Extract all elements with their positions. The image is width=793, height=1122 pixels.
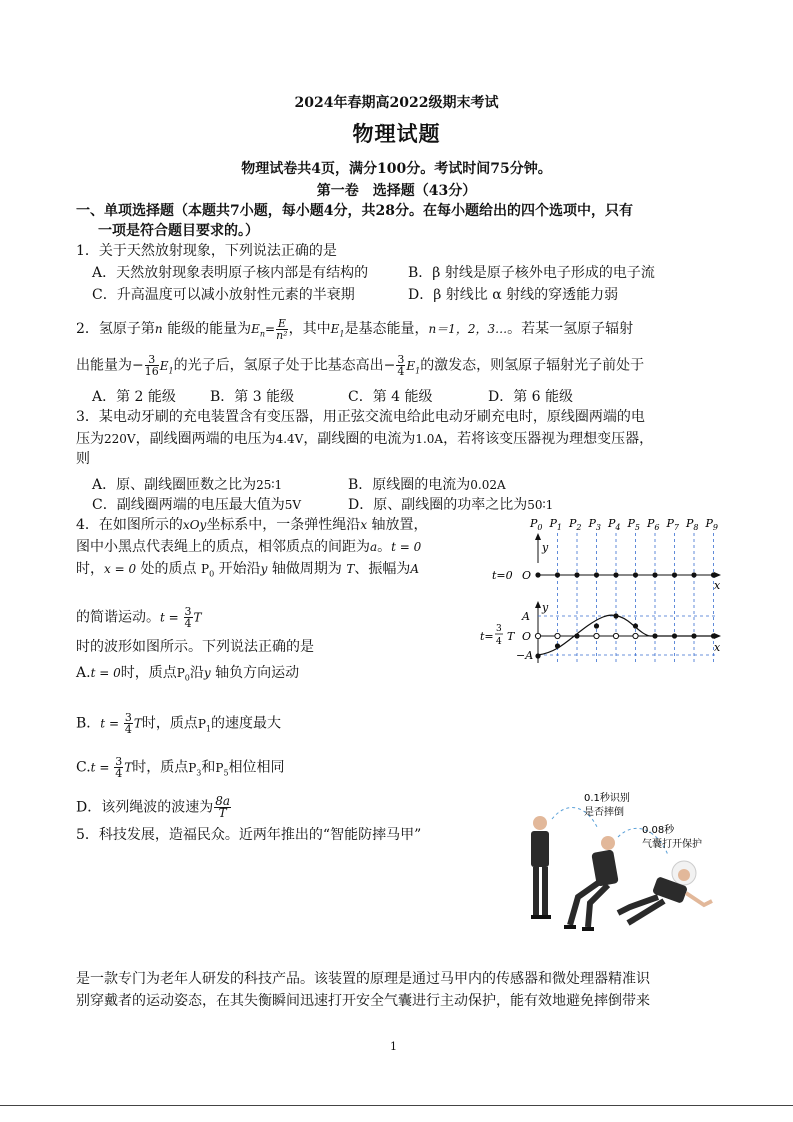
q4-option-c: C.t = $\frac{3}{4}$ T时，质点$P_3$和$P_5$相位相同 (76, 755, 285, 780)
q4-xoy: xOy (182, 518, 207, 532)
q4-l2-a: 图中小黑点代表绳上的质点，相邻质点的间距为 (76, 539, 370, 555)
top-dot-2 (574, 572, 579, 577)
q3-v2: 4.4V (275, 432, 304, 446)
q4-a-t0: t = 0 (90, 666, 121, 680)
standing-man-figure (531, 816, 551, 919)
q4-line2 (76, 538, 421, 556)
q2-option-d: D．第 6 能级 (488, 389, 574, 405)
q2-l2-e1b: E (406, 358, 416, 373)
equilibrium-dot-3 (594, 633, 599, 638)
q4-option-a: A.t = 0时，质点$P_0$沿y 轴负方向运动 (76, 665, 300, 683)
top-dot-8 (691, 572, 696, 577)
q4-l3-c: 开始沿 (214, 561, 261, 577)
point-label-p7: $P_7$ (666, 517, 679, 532)
top-dot-0 (535, 572, 540, 577)
label-detect-l2: 是否摔倒 (584, 807, 624, 818)
q4-l3-a: 时， (76, 561, 104, 577)
q4-p0-sym: P (201, 562, 210, 576)
bottom-frac-den: 4 (496, 637, 502, 647)
q3-option-d (348, 494, 553, 514)
q5-line1: 5．科技发展，造福民众。近两年推出的“智能防摔马甲” (76, 827, 422, 843)
top-dot-7 (672, 572, 677, 577)
q4-d-pre: D．该列绳波的波速为 (76, 799, 214, 816)
q3-l2-c: ，副线圈的电流为 (303, 431, 416, 447)
q4-c-p3: P (188, 760, 197, 775)
q4-option-b: B．t = $\frac{3}{4}$ T时，质点$P_1$的速度最大 (76, 711, 281, 736)
q4-b-p1: P (197, 716, 206, 731)
bottom-dot-7 (672, 633, 677, 638)
point-label-p0: $P_0$ (530, 517, 543, 532)
bottom-dot-8 (691, 633, 696, 638)
q1-stem: 1．关于天然放射现象，下列说法正确的是 (76, 243, 337, 259)
q4-T: T (346, 562, 355, 576)
q4-l4-frac-den: 4 (184, 617, 192, 630)
q4-a-p0: P (176, 666, 185, 680)
q3-line3: 则 (76, 451, 90, 467)
q2-text-3: ，其中 (288, 321, 331, 337)
q3-c-text: C．副线圈两端的电压最大值为 (92, 497, 285, 513)
q4-a-y: y (203, 666, 211, 680)
top-dot-4 (613, 572, 618, 577)
q3-line1: 3．某电动牙刷的充电装置含有变压器，用正弦交流电给此电动牙刷充电时，原线圈两端的电 (76, 409, 645, 425)
q3-option-b (348, 474, 506, 494)
top-y-arrow (535, 533, 541, 540)
q4-t0: t = 0 (391, 540, 422, 554)
point-label-p6: $P_6$ (647, 517, 660, 532)
protected-man-figure (618, 861, 712, 923)
q2-text-2: 能级的能量为 (162, 321, 252, 337)
point-label-p8: $P_8$ (686, 517, 699, 532)
q4-a-mid: 时，质点 (120, 665, 177, 681)
q4-c-p5: P (215, 760, 224, 775)
q3-b-text: B．原线圈的电流为 (348, 477, 471, 493)
q4-b-frac-den: 4 (124, 723, 132, 736)
q1-option-a: A．天然放射现象表明原子核内部是有结构的 (92, 265, 369, 281)
point-label-p3: $P_3$ (588, 517, 601, 532)
q4-b-eq: = (105, 716, 123, 731)
top-dot-3 (594, 572, 599, 577)
q4-line4 (76, 606, 202, 629)
q4-c-t: t (90, 760, 96, 775)
bottom-dot-9 (711, 633, 716, 638)
q2-line2 (76, 354, 644, 380)
wave-curve (538, 615, 718, 655)
q4-c-T: T (124, 760, 133, 775)
neg-amp-label: −A (516, 649, 534, 662)
q4-b-T: T (133, 716, 142, 731)
q2-e1-sym: E (330, 322, 340, 336)
q4-c-pre: C. (76, 759, 91, 776)
label-airbag-l1: 0.08秒 (642, 825, 675, 836)
bottom-origin-label: O (522, 630, 532, 643)
q3-c-val: 5V (284, 498, 302, 512)
section-heading-line2: 一项是符合题目要求的。） (98, 223, 259, 239)
amp-label: A (522, 610, 530, 623)
equilibrium-dot-0 (535, 633, 540, 638)
q4-a-end: 轴负方向运动 (210, 665, 300, 681)
q2-frac2-num: 3 (397, 353, 405, 366)
q2-formula: $E_n=$ $\frac{E}{\text{n²}}$ (251, 317, 288, 342)
q4-line5: 时的波形如图所示。下列说法正确的是 (76, 639, 314, 655)
q4-b-t: t (100, 716, 106, 731)
q4-b-post: 时，质点 (141, 715, 198, 732)
q4-p0: $P_0$ (201, 562, 215, 579)
q4-option-d (76, 796, 232, 819)
q3-l2-d: ，若将该变压器视为理想变压器， (443, 431, 654, 447)
q4-x: x (360, 518, 368, 532)
q3-option-a (92, 474, 282, 494)
bottom-dot-5 (633, 623, 638, 628)
q3-d-text: D．原、副线圈的功率之比为 (348, 497, 528, 513)
point-label-p2: $P_2$ (569, 517, 582, 532)
subject-title: 物理试题 (352, 121, 441, 146)
point-label-p9: $P_9$ (705, 517, 718, 532)
q4-l1-c: 轴放置， (367, 517, 428, 533)
q2-text-5: 。若某一氢原子辐射 (507, 321, 634, 337)
q2-l2-text-b: 的光子后，氢原子处于比基态高出 (173, 357, 384, 374)
page-number: 1 (390, 1040, 397, 1053)
q4-l4-t: t (160, 610, 165, 625)
bottom-time-T: T (507, 630, 515, 643)
bottom-x-label: x (714, 641, 721, 654)
q2-minus1: − (132, 357, 144, 374)
bottom-dot-4 (613, 613, 618, 618)
top-dot-5 (633, 572, 638, 577)
q4-line1 (76, 516, 428, 534)
q4-c-frac-den: 4 (115, 767, 123, 780)
q4-l3-d: 轴做周期为 (267, 561, 347, 577)
label-airbag-l2: 气囊打开保护 (642, 839, 702, 850)
bottom-frac-num: 3 (496, 624, 502, 634)
q2-formula-num: E (277, 317, 286, 330)
bottom-time-label: t= (480, 630, 494, 643)
q4-d-den: T (218, 806, 227, 820)
q4-a: a (370, 540, 378, 554)
section-heading-line1: 一、单项选择题（本题共7小题，每小题4分，共28分。在每小题给出的四个选项中，只有 (76, 203, 633, 219)
q3-l2-b: ，副线圈两端的电压为 (135, 431, 276, 447)
q4-l2-b: 。 (377, 539, 392, 555)
q4-a-pre: A. (76, 665, 91, 681)
bottom-dot-3 (594, 623, 599, 628)
q3-a-val: 25∶1 (256, 478, 283, 492)
q4-b-end: 的速度最大 (211, 715, 281, 732)
q5-line3: 别穿戴者的运动姿态，在其失衡瞬间迅速打开安全气囊进行主动保护，能有效地避免摔倒带来 (76, 993, 650, 1009)
q2-frac1-num: 3 (145, 354, 159, 366)
label-detect-l1: 0.1秒识别 (584, 793, 630, 804)
q1-option-d: D．β 射线比 α 射线的穿透能力弱 (408, 287, 619, 303)
q2-l2-text-a: 出能量为 (76, 357, 132, 374)
q4-l4-a: 的简谐运动。 (76, 609, 160, 626)
equilibrium-dot-4 (613, 633, 618, 638)
equilibrium-dot-5 (633, 633, 638, 638)
q4-b-pre: B． (76, 715, 101, 732)
q4-c-mid: 和 (201, 759, 216, 776)
q4-l3-b: 处的质点 (136, 561, 201, 577)
q4-l3-e: 、振幅为 (354, 561, 411, 577)
q3-option-c (92, 494, 301, 514)
top-dot-9 (711, 572, 716, 577)
equilibrium-dot-1 (555, 633, 560, 638)
q2-formula-e: E (251, 322, 260, 336)
exam-info: 物理试卷共4页，满分100分。考试时间75分钟。 (241, 161, 552, 177)
exam-title: 2024年春期高2022级期末考试 (294, 95, 499, 111)
dashed-gridlines (558, 533, 714, 663)
q4-l4-T: T (193, 610, 202, 625)
q4-line3 (76, 560, 419, 583)
bottom-dot-6 (652, 633, 657, 638)
q3-l2-a: 压为 (76, 431, 104, 447)
q4-A: A (410, 562, 419, 576)
q4-y: y (260, 562, 268, 576)
q4-a-post: 沿 (189, 665, 204, 681)
vest-illustration (518, 785, 728, 950)
q2-text-1: 2．氢原子第 (76, 321, 155, 337)
point-label-p5: $P_5$ (627, 517, 640, 532)
top-dot-1 (555, 572, 560, 577)
q4-l4-eq: = (164, 610, 183, 625)
q1-option-b: B．β 射线是原子核外电子形成的电子流 (408, 265, 655, 281)
q2-option-b: B．第 3 能级 (210, 389, 295, 405)
wave-figure (478, 513, 728, 683)
bottom-dot-1 (555, 643, 560, 648)
q2-l2-e1-sub: 1 (168, 365, 174, 375)
q4-d-num: 8a (215, 794, 231, 808)
q1-option-c: C．升高温度可以减小放射性元素的半衰期 (92, 287, 355, 303)
q2-frac2-den: 4 (397, 365, 405, 378)
q2-n: n (154, 322, 163, 336)
top-dot-6 (652, 572, 657, 577)
q4-x0: x = 0 (104, 562, 137, 576)
top-origin-label: O (522, 569, 532, 582)
q2-frac1-den: 16 (144, 365, 159, 378)
q3-a-text: A．原、副线圈匝数之比为 (92, 477, 257, 493)
top-time-label: t=0 (492, 569, 513, 582)
bottom-dot-2 (574, 633, 579, 638)
q2-l2-e1: E (159, 358, 169, 373)
q3-v1: 220V (104, 432, 136, 446)
bottom-dot-0 (535, 653, 540, 658)
point-label-p1: $P_1$ (549, 517, 562, 532)
q4-c-eq: = (95, 760, 114, 775)
top-y-label: y (542, 541, 549, 554)
q2-nvals: n＝1，2，3… (428, 322, 508, 336)
q2-minus2: − (383, 357, 396, 374)
page-bottom-rule (0, 1105, 793, 1106)
q4-c-post: 时，质点 (132, 759, 189, 776)
q4-c-frac-num: 3 (115, 755, 123, 768)
part-title: 第一卷 选择题（43分） (316, 183, 477, 199)
q2-text-4: 是基态能量， (344, 321, 429, 337)
falling-man-figure (564, 836, 619, 931)
q4-l1-b: 坐标系中，一条弹性绳沿 (206, 517, 361, 533)
top-x-label: x (714, 579, 721, 592)
q2-e1 (330, 322, 345, 339)
q4-l1-a: 4．在如图所示的 (76, 517, 183, 533)
q4-l4-frac-num: 3 (184, 605, 192, 618)
q2-l2-text-c: 的激发态，则氢原子辐射光子前处于 (420, 357, 645, 374)
q2-l2-e1b-sub: 1 (415, 365, 421, 375)
q3-line2 (76, 430, 653, 448)
q4-b-frac-num: 3 (124, 711, 132, 724)
q2-e1-sub: 1 (339, 329, 345, 339)
point-labels (529, 517, 718, 532)
q5-line2: 是一款专门为老年人研发的科技产品。该装置的原理是通过马甲内的传感器和微处理器精准识 (76, 971, 650, 987)
q2-line1 (76, 318, 633, 343)
q2-option-c: C．第 4 能级 (348, 389, 433, 405)
q4-c-end: 相位相同 (228, 759, 285, 776)
point-label-p4: $P_4$ (608, 517, 621, 532)
q3-b-val: 0.02A (470, 478, 506, 492)
q2-option-a: A．第 2 能级 (92, 389, 176, 405)
q3-i2: 1.0A (415, 432, 444, 446)
bottom-y-arrow (535, 601, 541, 608)
bottom-y-label: y (542, 601, 549, 614)
q3-d-val: 50∶1 (527, 498, 554, 512)
